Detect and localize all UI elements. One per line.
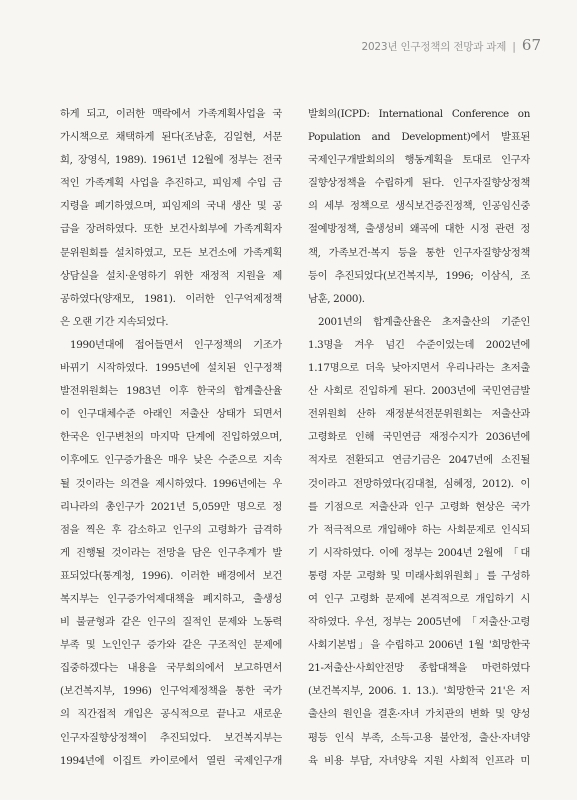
header-title: 2023년 인구정책의 전망과 과제 <box>361 41 507 53</box>
text-line: 문위원회를 설치하였고, 모든 보건소에 가족계획 <box>60 246 282 259</box>
left-column <box>60 103 282 773</box>
text-line: 게 진행될 것이라는 전망을 담은 인구추계가 발 <box>60 546 282 559</box>
text-line: 를 기점으로 저출산과 인구 고령화 현상은 국가 <box>308 500 530 513</box>
text-line: (보건복지부, 1996) 인구억제정책을 통한 국가 <box>60 685 282 698</box>
text-line: 공하였다(양재모, 1981). 이러한 인구억제정책 <box>60 292 282 305</box>
text-line: Population and Development)에서 발표된 <box>308 131 530 144</box>
text-line: 적자로 전환되고 연금기금은 2047년에 소진될 <box>308 454 530 467</box>
text-line: 표되었다(통계청, 1996). 이러한 배경에서 보건 <box>60 569 282 582</box>
text-line: 전위원회 산하 재정분석전문위원회는 저출산과 <box>308 408 530 421</box>
text-line: 질향상정책을 수립하게 된다. 인구자질향상정책 <box>308 177 530 190</box>
text-line: 국제인구개발회의의 행동계획을 토대로 인구자 <box>308 154 530 167</box>
text-line: 21-저출산·사회안전망 종합대책을 마련하였다 <box>308 662 530 675</box>
text-line: 가시책으로 채택하게 된다(조남훈, 김일현, 서문 <box>60 131 282 144</box>
text-line: 1.3명을 겨우 넘긴 수준이었는데 2002년에 <box>308 338 530 351</box>
text-line: 것이라고 전망하였다(김대철, 심혜정, 2012). 이 <box>308 477 530 490</box>
text-line: 1994년에 이집트 카이로에서 열린 국제인구개 <box>60 754 282 767</box>
header-separator: | <box>512 40 516 53</box>
page-number: 67 <box>521 36 541 54</box>
text-line: 여 인구 고령화 문제에 본격적으로 개입하기 시 <box>308 592 530 605</box>
text-line: 책, 가족보건·복지 등을 통한 인구자질향상정책 <box>308 246 530 259</box>
text-line: 작하였다. 우선, 정부는 2005년에 「저출산·고령 <box>308 616 530 629</box>
text-line: 지령을 폐기하였으며, 피임제의 국내 생산 및 공 <box>60 200 282 213</box>
text-line: 인구자질향상정책이 추진되었다. 보건복지부는 <box>60 731 282 744</box>
text-line: (보건복지부, 2006. 1. 13.). '희망한국 21'은 저 <box>308 685 530 698</box>
text-line: 발회의(ICPD: International Conference on <box>308 108 530 120</box>
text-line: 리나라의 총인구가 2021년 5,059만 명으로 정 <box>60 500 282 513</box>
text-line: 절예방정책, 출생성비 왜곡에 대한 시정 관련 정 <box>308 223 530 236</box>
text-line: 은 오랜 기간 지속되었다. <box>60 315 169 328</box>
text-line: 복지부는 인구증가억제대책을 폐지하고, 출생성 <box>60 592 282 605</box>
text-line: 이 인구대체수준 아래인 저출산 상태가 되면서 <box>60 408 282 421</box>
text-line: 평등 인식 부족, 소득·고용 불안정, 출산·자녀양 <box>308 731 530 744</box>
text-line: 고령화로 인해 국민연금 재정수지가 2036년에 <box>308 431 530 444</box>
text-line: 점을 찍은 후 감소하고 인구의 고령화가 급격하 <box>60 523 282 536</box>
text-line: 이후에도 인구증가율은 매우 낮은 수준으로 지속 <box>60 454 282 467</box>
text-line: 2001년의 합계출산율은 초저출산의 기준인 <box>318 315 530 328</box>
text-line: 희, 장영식, 1989). 1961년 12월에 정부는 전국 <box>60 154 282 167</box>
text-line: 급을 장려하였다. 또한 보건사회부에 가족계획자 <box>60 223 282 236</box>
text-line: 의 직간접적 개입은 공식적으로 끝나고 새로운 <box>60 708 282 721</box>
text-line: 등이 추진되었다(보건복지부, 1996; 이삼식, 조 <box>308 269 530 282</box>
text-line: 적인 가족계획 사업을 추진하고, 피임제 수입 금 <box>60 177 282 190</box>
text-line: 한국은 인구변천의 마지막 단계에 진입하였으며, <box>60 431 282 444</box>
text-line: 사회기본법」을 수립하고 2006년 1월 '희망한국 <box>308 639 530 652</box>
text-line: 가 적극적으로 개입해야 하는 사회문제로 인식되 <box>308 523 530 536</box>
text-line: 될 것이라는 의견을 제시하였다. 1996년에는 우 <box>60 477 282 490</box>
text-line: 발전위원회는 1983년 이후 한국의 합계출산율 <box>60 385 282 398</box>
text-line: 육 비용 부담, 자녀양육 지원 사회적 인프라 미 <box>308 754 530 767</box>
text-line: 통령 자문 고령화 및 미래사회위원회」를 구성하 <box>308 569 530 582</box>
text-line: 상담실을 설치·운영하기 위한 재정적 지원을 제 <box>60 269 282 282</box>
text-line: 바뀌기 시작하였다. 1995년에 설치된 인구정책 <box>60 362 282 375</box>
right-column <box>308 103 530 773</box>
text-line: 부족 및 노인인구 증가와 같은 구조적인 문제에 <box>60 639 282 652</box>
running-header <box>361 36 541 54</box>
text-line: 비 불균형과 같은 인구의 질적인 문제와 노동력 <box>60 616 282 629</box>
text-line: 하게 되고, 이러한 맥락에서 가족계획사업을 국 <box>60 108 282 120</box>
text-line: 1.17명으로 더욱 낮아지면서 우리나라는 초저출 <box>308 362 530 375</box>
text-line: 집중하겠다는 내용을 국무회의에서 보고하면서 <box>60 662 282 675</box>
text-line: 기 시작하였다. 이에 정부는 2004년 2월에 「대 <box>308 546 530 559</box>
text-line: 산 사회로 진입하게 된다. 2003년에 국민연금발 <box>308 385 530 398</box>
text-line: 남훈, 2000). <box>308 292 365 305</box>
text-line: 의 세부 정책으로 생식보건증진정책, 인공임신중 <box>308 200 530 213</box>
text-line: 출산의 원인을 결혼·자녀 가치관의 변화 및 양성 <box>308 708 530 721</box>
text-line: 1990년대에 접어들면서 인구정책의 기조가 <box>70 338 282 351</box>
